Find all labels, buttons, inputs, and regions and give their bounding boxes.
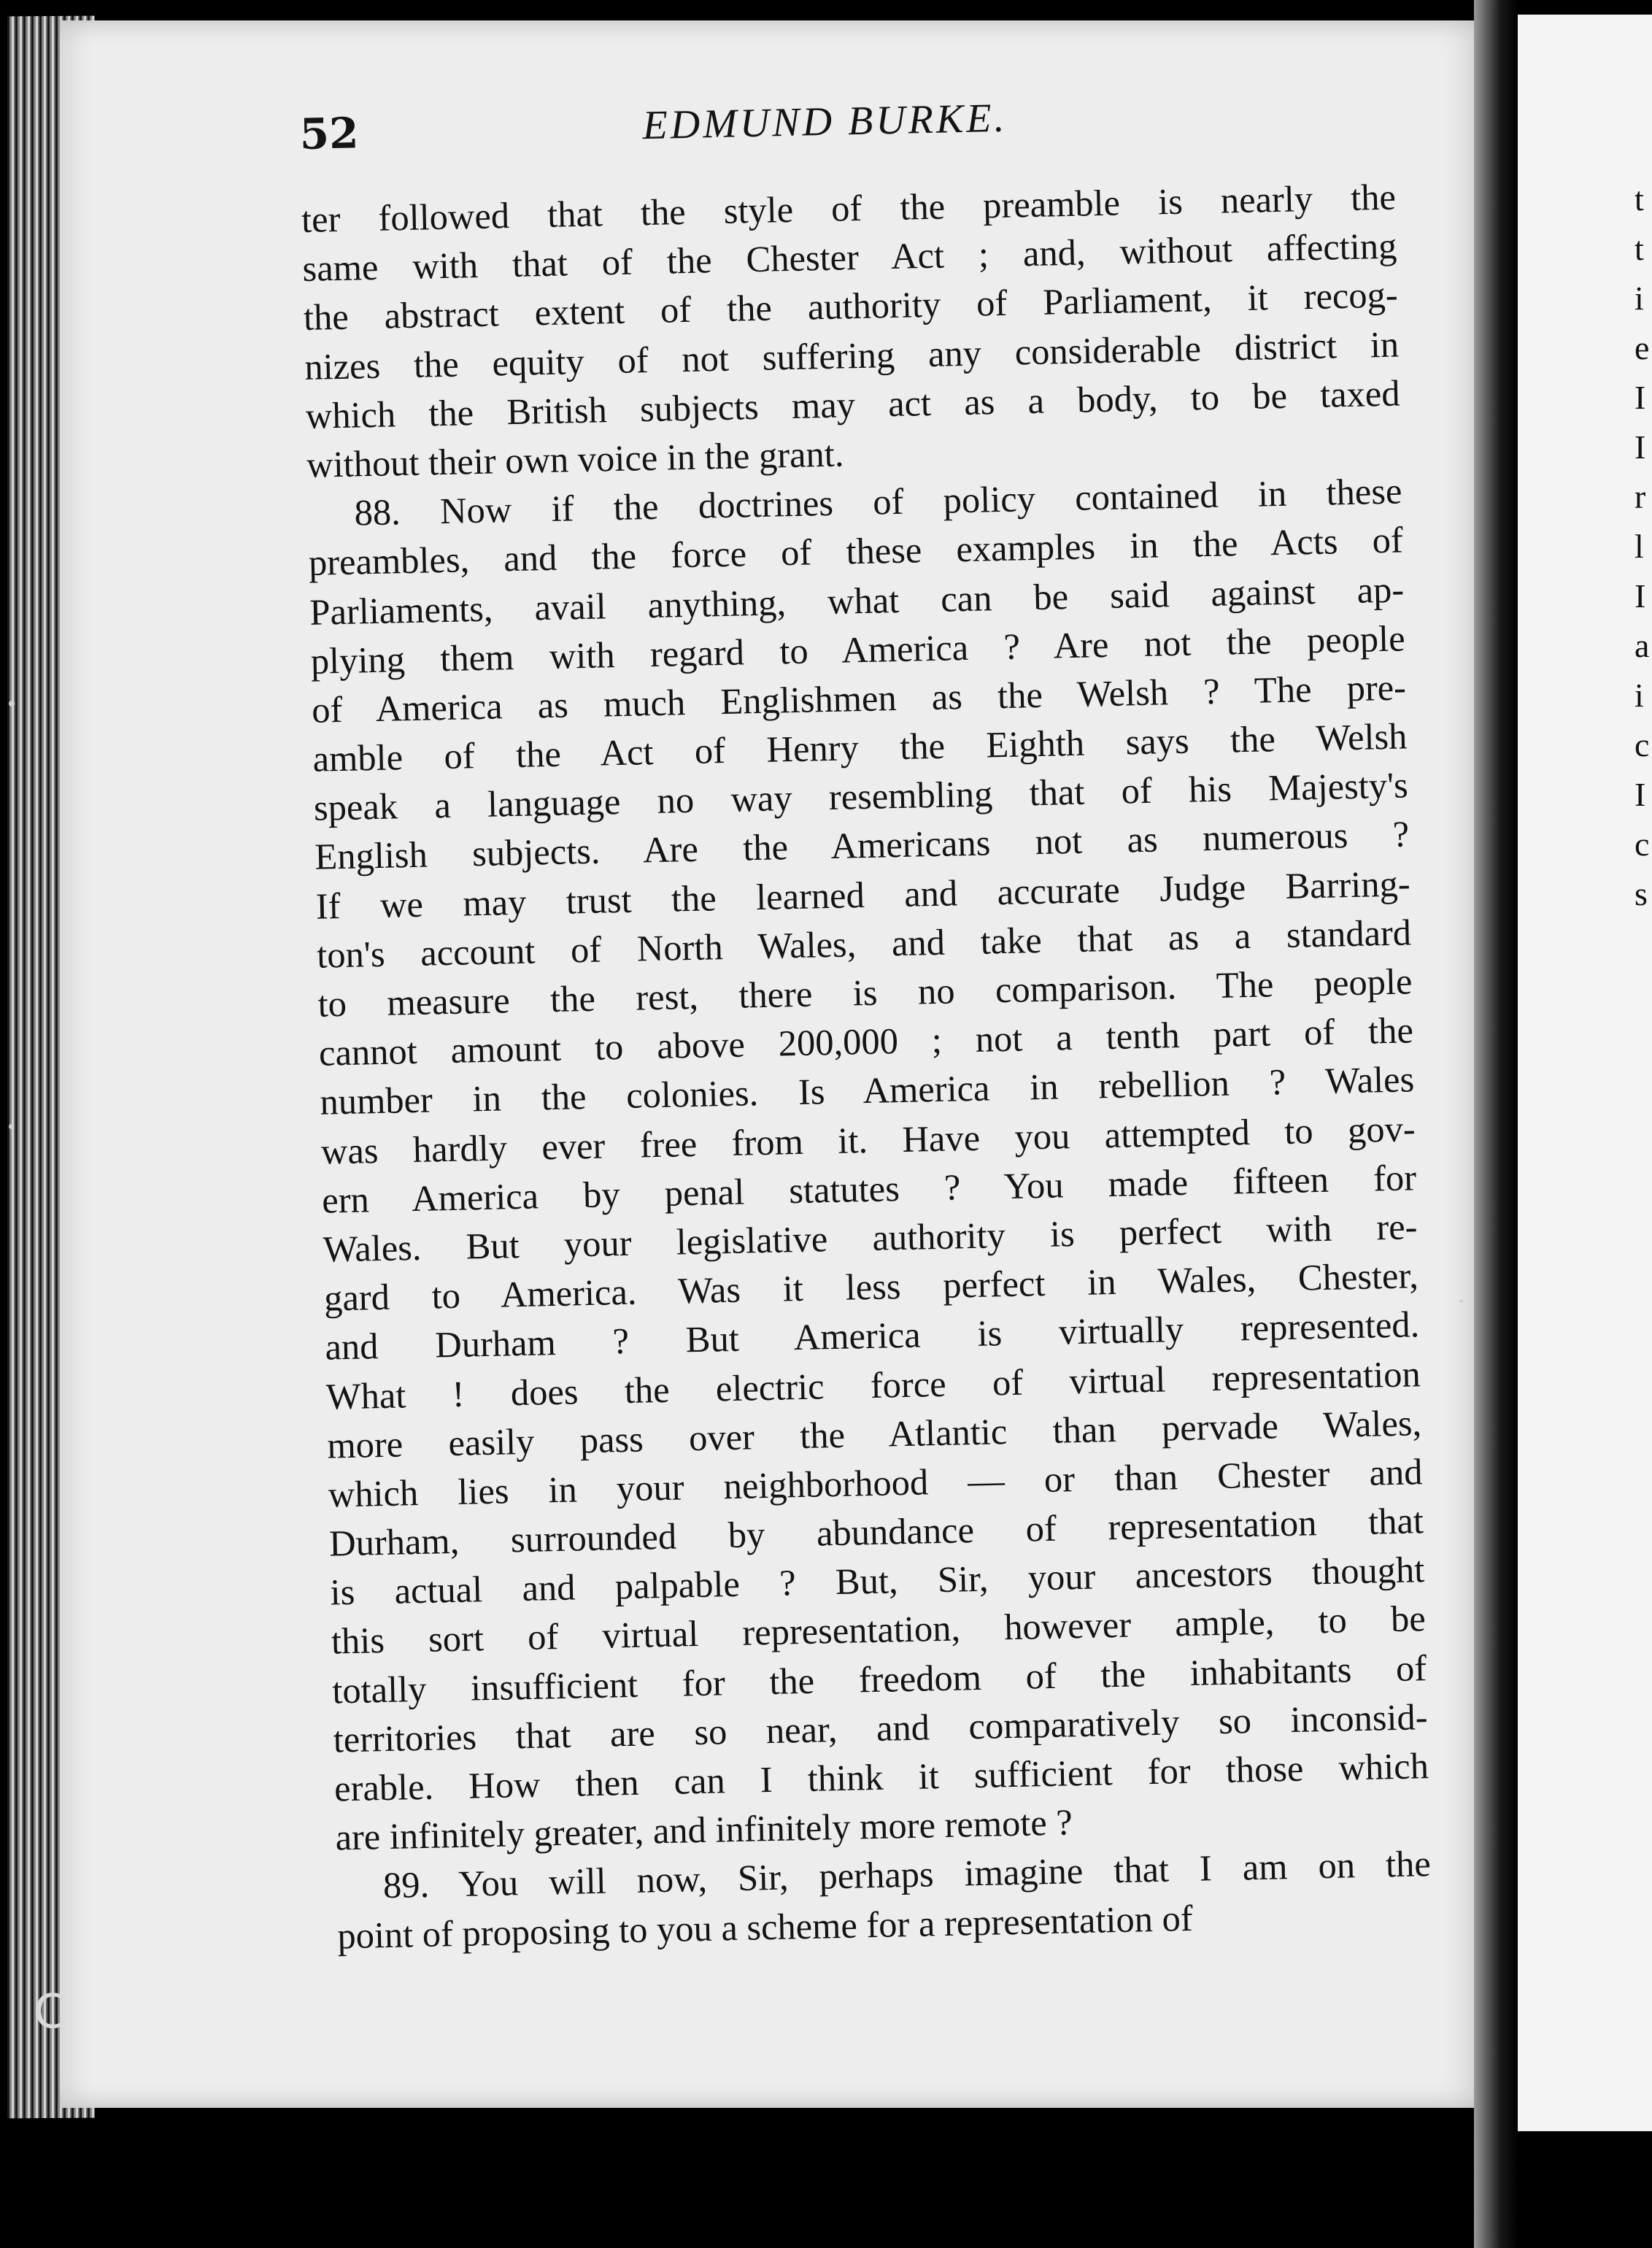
scan-speck bbox=[1459, 1299, 1463, 1303]
facing-page-letter: e bbox=[1634, 329, 1650, 366]
text-line: was hardly ever free from it. Have you attempted to gov- bbox=[320, 1107, 1416, 1172]
book-gutter bbox=[1474, 0, 1518, 2248]
page-text-block bbox=[299, 87, 1432, 1961]
text-line: same with that of the Chester Act ; and, without affecting bbox=[301, 225, 1397, 290]
text-line: point of proposing to you a scheme for a representation of bbox=[336, 1897, 1194, 1957]
text-line: Parliaments, avail anything, what can be said against ap- bbox=[309, 568, 1405, 633]
scan-speck bbox=[9, 1124, 14, 1129]
facing-page-letter: c bbox=[1634, 726, 1650, 763]
facing-page-letter: a bbox=[1634, 627, 1650, 664]
facing-page-letter: l bbox=[1634, 528, 1644, 565]
text-line: English subjects. Are the Americans not as numerous ? bbox=[314, 813, 1410, 878]
facing-page bbox=[1518, 15, 1652, 2131]
text-line: ter followed that the style of the preamble is nearly the bbox=[301, 176, 1397, 240]
text-line: erable. How then can I think it sufficient for those which bbox=[333, 1745, 1429, 1809]
text-line: cannot amount to above 200,000 ; not a tenth part of the bbox=[318, 1009, 1414, 1074]
text-line: and Durham ? But America is virtually represented. bbox=[324, 1304, 1420, 1368]
text-line: plying them with regard to America ? Are not the people bbox=[310, 617, 1406, 682]
text-line: amble of the Act of Henry the Eighth says the Welsh bbox=[312, 715, 1408, 780]
text-line: totally insufficient for the freedom of the inhabitants of bbox=[331, 1647, 1427, 1712]
facing-page-letter: I bbox=[1634, 577, 1646, 615]
text-line: Durham, surrounded by abundance of representation that bbox=[328, 1500, 1424, 1564]
facing-page-letter: s bbox=[1634, 875, 1648, 912]
text-line: territories that are so near, and comparatively so inconsid- bbox=[333, 1695, 1429, 1760]
text-line: number in the colonies. Is America in rebellion ? Wales bbox=[319, 1058, 1415, 1123]
facing-page-letter: t bbox=[1634, 230, 1644, 267]
margin-mark: C bbox=[34, 1985, 66, 2039]
page-number: 52 bbox=[299, 108, 360, 159]
text-line: gard to America. Was it less perfect in Wales, Chester, bbox=[323, 1255, 1419, 1319]
text-line: If we may trust the learned and accurate Judge Barring- bbox=[315, 862, 1411, 927]
facing-page-letter: c bbox=[1634, 825, 1650, 863]
text-line: preambles, and the force of these examples in the Acts of bbox=[308, 519, 1404, 584]
text-line: What ! does the electric force of virtual representation bbox=[325, 1352, 1421, 1417]
text-line: of America as much Englishmen as the Welsh ? The pre- bbox=[311, 666, 1407, 731]
text-line: nizes the equity of not suffering any considerable district in bbox=[304, 323, 1400, 388]
text-line: 88. Now if the doctrines of policy contained in these bbox=[354, 470, 1402, 534]
text-line: more easily pass over the Atlantic than pervade Wales, bbox=[326, 1401, 1422, 1466]
running-head: EDMUND BURKE. bbox=[641, 95, 1008, 149]
facing-page-letter: i bbox=[1634, 677, 1644, 714]
text-line: which lies in your neighborhood — or than Chester and bbox=[328, 1451, 1424, 1515]
text-line: ton's account of North Wales, and take that as a standard bbox=[316, 912, 1412, 976]
text-line: speak a language no way resembling that of his Majesty's bbox=[313, 764, 1409, 829]
text-line: 89. You will now, Sir, perhaps imagine that I am on the bbox=[382, 1843, 1432, 1906]
facing-page-letter: i bbox=[1634, 280, 1644, 317]
text-line: Wales. But your legislative authority is perfect with re- bbox=[323, 1206, 1418, 1270]
text-line: are infinitely greater, and infinitely more remote ? bbox=[335, 1801, 1073, 1858]
text-line: this sort of virtual representation, however ample, to be bbox=[331, 1598, 1427, 1662]
facing-page-letter: t bbox=[1634, 180, 1644, 218]
text-line: ern America by penal statutes ? You made fifteen for bbox=[321, 1157, 1417, 1221]
text-line: which the British subjects may act as a body, to be taxed bbox=[305, 372, 1401, 436]
facing-page-letter: r bbox=[1634, 478, 1646, 515]
text-line: the abstract extent of the authority of Parliament, it recog- bbox=[303, 274, 1399, 339]
scan-speck bbox=[9, 701, 15, 707]
facing-page-letter: I bbox=[1634, 379, 1646, 416]
facing-page-letter: I bbox=[1634, 428, 1646, 466]
text-line: to measure the rest, there is no comparison. The people bbox=[317, 961, 1413, 1025]
text-line: without their own voice in the grant. bbox=[306, 433, 844, 485]
text-line: is actual and palpable ? But, Sir, your ancestors thought bbox=[329, 1549, 1425, 1613]
body-text bbox=[301, 173, 1432, 1961]
facing-page-letter: I bbox=[1634, 776, 1646, 813]
